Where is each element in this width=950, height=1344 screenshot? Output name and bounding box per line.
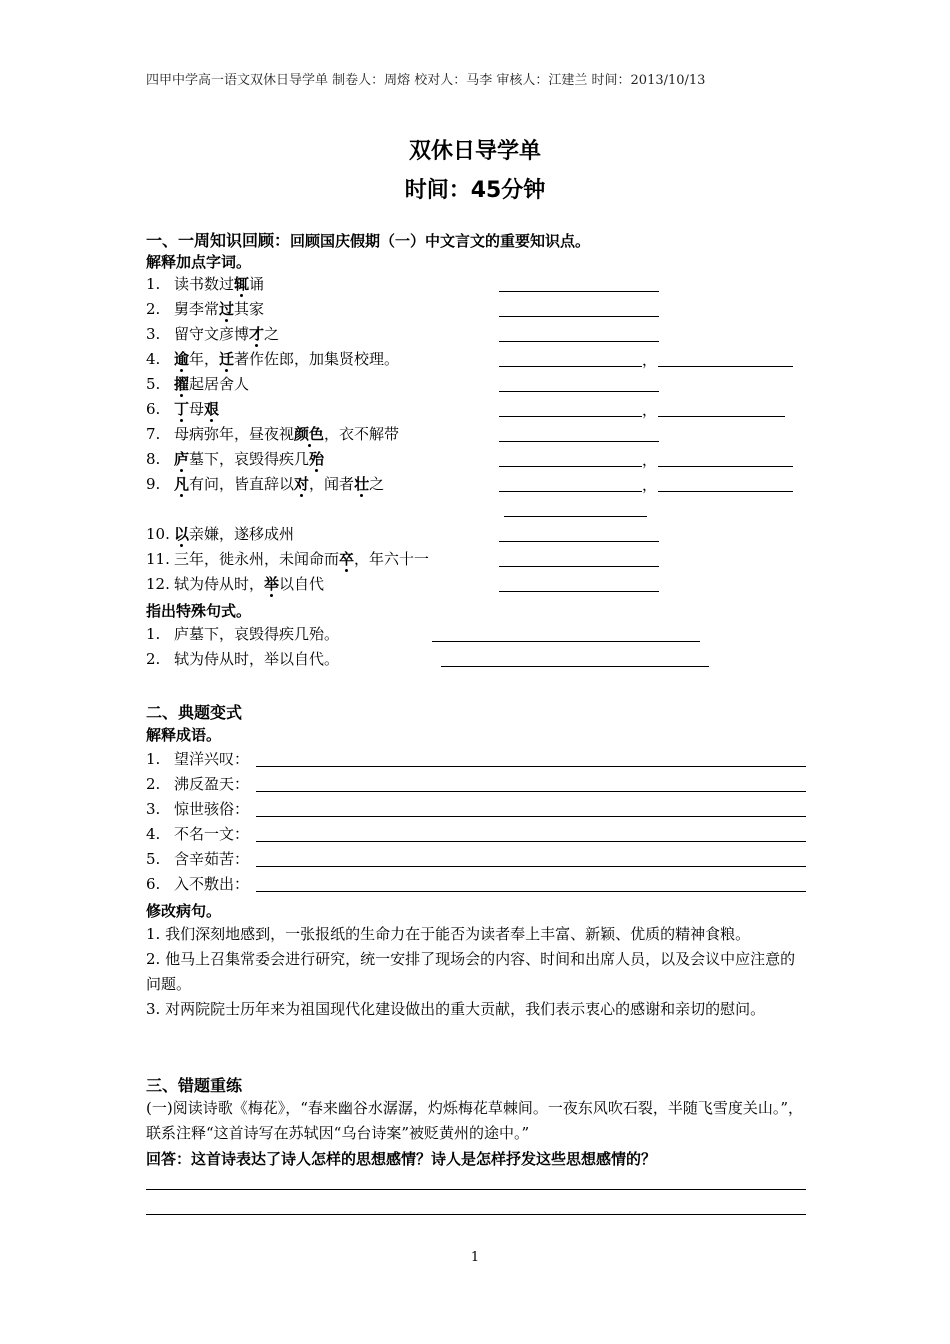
answer-blank[interactable] [499,391,659,392]
idiom-number: 6. [146,875,161,893]
word-explain-number: 1. [146,275,161,293]
dotted-keyword: 逾 [174,350,190,368]
word-explain-item [146,323,279,345]
idiom-answer-blank[interactable] [256,791,806,792]
idiom-text: 惊世骇俗： [174,800,250,818]
idiom-item [146,823,249,845]
answer-line[interactable] [146,1214,806,1215]
page-number: 1 [470,1250,480,1265]
sentence-text: ，衣不解带 [324,425,400,443]
word-explain-number: 11. [146,550,170,568]
dotted-keyword: 举 [264,575,280,593]
answer-line[interactable] [146,1189,806,1190]
poem-question: 回答：这首诗表达了诗人怎样的思想感情？诗人是怎样抒发这些思想感情的？ [146,1150,657,1168]
syntax-item [146,648,339,670]
comma-separator: ， [642,401,658,419]
dotted-keyword: 过 [219,300,235,318]
word-explain-item [146,373,249,395]
syntax-answer-blank[interactable] [441,666,709,667]
sentence-text: 诵 [249,275,265,293]
answer-blank[interactable] [499,341,659,342]
syntax-item-number: 1. [146,625,161,643]
sentence-text: 年， [189,350,220,368]
idiom-answer-blank[interactable] [256,866,806,867]
word-explain-number: 8. [146,450,161,468]
dotted-keyword: 壮 [354,475,370,493]
sentence-text: 三年，徙永州，未闻命而 [174,550,340,568]
idiom-text: 不名一文： [174,825,250,843]
sentence-text: 读书数过 [174,275,235,293]
answer-blank[interactable] [499,466,642,467]
idiom-text: 望洋兴叹： [174,750,250,768]
sentence-text: 之 [369,475,385,493]
section2-subheading-idioms: 解释成语。 [146,726,222,744]
word-explain-number: 2. [146,300,161,318]
word-explain-number: 12. [146,575,170,593]
section2-heading: 二、典题变式 [146,703,243,722]
idiom-number: 5. [146,850,161,868]
dotted-keyword: 颜色 [294,425,325,443]
answer-blank[interactable] [499,366,642,367]
idiom-item [146,873,249,895]
answer-blank[interactable] [499,591,659,592]
sentence-text: 有问，皆直辞以 [189,475,295,493]
sentence-text: 墓下，哀毁得疾几 [189,450,310,468]
correction-sentence: 3. 对两院院士历年来为祖国现代化建设做出的重大贡献，我们表示衷心的感谢和亲切的慰问。 [146,1000,766,1018]
sentence-text: 其家 [234,300,265,318]
dotted-keyword: 卒 [339,550,355,568]
word-explain-number: 4. [146,350,161,368]
word-explain-item [146,348,399,370]
answer-blank[interactable] [499,491,642,492]
answer-blank[interactable] [658,466,793,467]
sentence-text: 著作佐郎，加集贤校理。 [234,350,400,368]
dotted-keyword: 凡 [174,475,190,493]
poem-passage: (一)阅读诗歌《梅花》，“春来幽谷水潺潺，灼烁梅花草棘间。一夜东风吹石裂，半随飞雪度关山。”，联系注释“这首诗写在苏轼因“乌台诗案”被贬黄州的途中。” [146,1099,804,1142]
sentence-text: ，年六十一 [354,550,430,568]
answer-blank[interactable] [499,291,659,292]
word-explain-item [146,298,264,320]
comma-separator: ， [642,351,658,369]
section1-subheading-explain: 解释加点字词。 [146,253,252,271]
idiom-text: 含辛茹苦： [174,850,250,868]
section1-subheading-syntax: 指出特殊句式。 [146,602,252,620]
idiom-text: 沸反盈天： [174,775,250,793]
sentence-text: 留守文彦博 [174,325,250,343]
answer-blank[interactable] [658,416,785,417]
dotted-keyword: 丁 [174,400,190,418]
sentence-text: 母 [189,400,205,418]
syntax-item-number: 2. [146,650,161,668]
word-explain-item [146,448,324,470]
sentence-text: 轼为侍从时， [174,575,265,593]
sentence-text: ，闻者 [309,475,355,493]
answer-blank[interactable] [658,366,793,367]
word-explain-number: 3. [146,325,161,343]
word-explain-number: 5. [146,375,161,393]
word-explain-item [146,473,384,495]
word-explain-number: 7. [146,425,161,443]
section1-heading-desc: 回顾国庆假期（一）中文言文的重要知识点。 [290,232,591,250]
idiom-answer-blank[interactable] [256,766,806,767]
idiom-item [146,773,249,795]
dotted-keyword: 殆 [309,450,325,468]
sentence-text: 之 [264,325,280,343]
idiom-answer-blank[interactable] [256,816,806,817]
answer-blank[interactable] [499,566,659,567]
dotted-keyword: 擢 [174,375,190,393]
idiom-text: 入不敷出： [174,875,250,893]
correction-sentence: 2. 他马上召集常委会进行研究，统一安排了现场会的内容、时间和出席人员，以及会议中应注意的问题。 [146,950,796,993]
sentence-text: 舅李常 [174,300,220,318]
word-explain-item [146,273,264,295]
dotted-keyword: 对 [294,475,310,493]
dotted-keyword: 辄 [234,275,250,293]
section1-heading-title: 一、一周知识回顾： [146,231,291,250]
syntax-item [146,623,339,645]
dotted-keyword: 迁 [219,350,235,368]
answer-blank[interactable] [504,516,647,517]
section3-heading: 三、错题重练 [146,1076,243,1095]
section2-subheading-correction: 修改病句。 [146,902,222,920]
word-explain-item [146,573,324,595]
idiom-item [146,798,249,820]
sentence-text: 亲嫌，遂移成州 [189,525,295,543]
word-explain-item [146,523,294,545]
word-explain-number: 6. [146,400,161,418]
syntax-item-text: 庐墓下，哀毁得疾几殆。 [174,625,340,643]
answer-blank[interactable] [658,491,793,492]
page-title: 双休日导学单 [408,139,541,164]
dotted-keyword: 才 [249,325,265,343]
answer-blank[interactable] [499,316,659,317]
idiom-answer-blank[interactable] [256,891,806,892]
idiom-answer-blank[interactable] [256,841,806,842]
idiom-item [146,748,249,770]
idiom-item [146,848,249,870]
word-explain-number: 9. [146,475,161,493]
dotted-keyword: 艰 [204,400,220,418]
dotted-keyword: 以 [174,525,190,543]
sentence-text: 母病弥年，昼夜视 [174,425,295,443]
page-header: 四甲中学高一语文双休日导学单 制卷人：周熔 校对人：马李 审核人：江建兰 时间：2013/10/13 [146,73,706,88]
comma-separator: ， [642,476,658,494]
word-explain-item [146,423,399,445]
idiom-number: 3. [146,800,161,818]
syntax-answer-blank[interactable] [432,641,700,642]
answer-blank[interactable] [499,541,659,542]
answer-blank[interactable] [499,416,642,417]
idiom-number: 4. [146,825,161,843]
dotted-keyword: 庐 [174,450,190,468]
idiom-number: 1. [146,750,161,768]
page-subtitle: 时间：45分钟 [404,178,546,203]
word-explain-number: 10. [146,525,170,543]
correction-sentence: 1. 我们深刻地感到，一张报纸的生命力在于能否为读者奉上丰富、新颖、优质的精神食粮。 [146,925,751,943]
answer-blank[interactable] [499,441,659,442]
sentence-text: 以自代 [279,575,325,593]
word-explain-item [146,398,219,420]
word-explain-item [146,548,429,570]
sentence-text: 起居舍人 [189,375,250,393]
idiom-number: 2. [146,775,161,793]
syntax-item-text: 轼为侍从时，举以自代。 [174,650,340,668]
section1-heading [146,228,590,251]
comma-separator: ， [642,451,658,469]
